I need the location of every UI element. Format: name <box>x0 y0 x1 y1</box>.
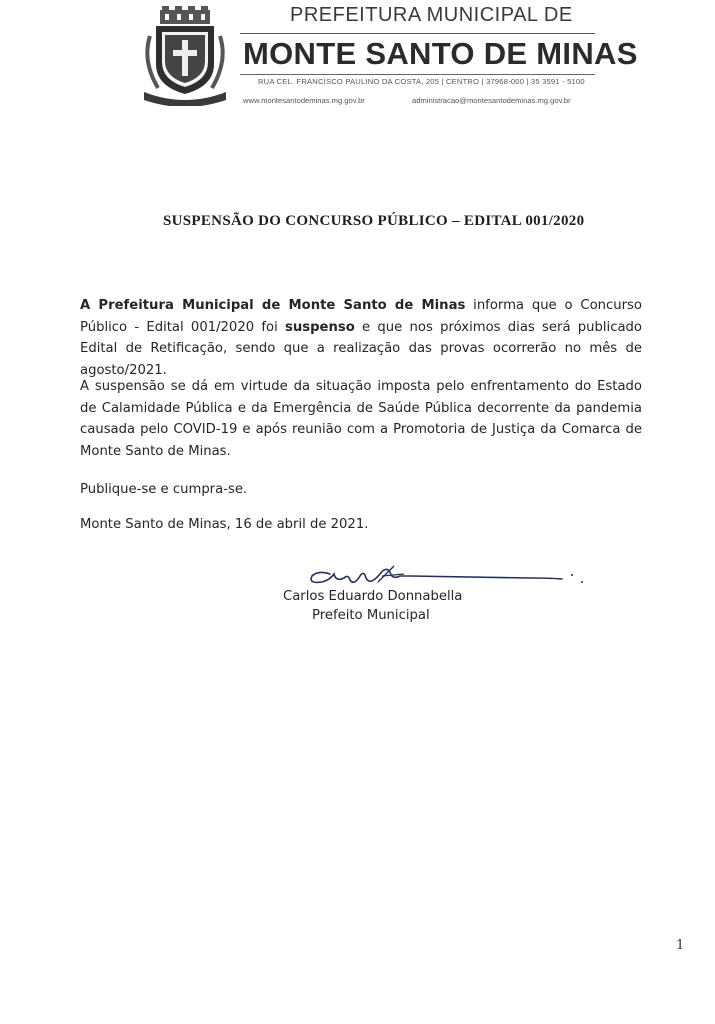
letterhead-website-link[interactable]: www.montesantodeminas.mg.gov.br <box>243 96 365 105</box>
coat-of-arms-icon <box>140 6 230 106</box>
signer-name: Carlos Eduardo Donnabella <box>283 589 463 604</box>
paragraph-text: e que nos próximos dias será publicado Edital de Retificação, sendo que a realização das provas ocorrerão no mês de agosto/2021. <box>80 319 642 378</box>
letterhead-divider <box>240 33 595 34</box>
date-line: Monte Santo de Minas, 16 de abril de 2021. <box>80 517 369 532</box>
letterhead-line2: MONTE SANTO DE MINAS <box>243 36 638 71</box>
paragraph-text: informa que o Concurso Público - Edital 001/2020 foi <box>80 298 642 335</box>
page-number: 1 <box>676 938 685 953</box>
letterhead-divider <box>240 74 595 75</box>
document-title: SUSPENSÃO DO CONCURSO PÚBLICO – EDITAL 001/2020 <box>163 213 585 229</box>
paragraph-announcement <box>80 295 642 381</box>
paragraph-justification: A suspensão se dá em virtude da situação imposta pelo enfrentamento do Estado de Calamidade Pública e da Emergência de Saúde Pública decorrente da pandemia causada pelo COVID-19 e após reunião com a Promotoria de Justiça da Comarca de Monte Santo de Minas. <box>80 379 642 459</box>
paragraph-bold-word: suspenso <box>285 319 355 335</box>
letterhead-email-link[interactable]: administracao@montesantodeminas.mg.gov.br <box>412 96 571 105</box>
signer-role: Prefeito Municipal <box>312 608 430 623</box>
paragraph-bold-lead: A Prefeitura Municipal de Monte Santo de Minas <box>80 298 466 313</box>
paragraph-publish: Publique-se e cumpra-se. <box>80 482 248 497</box>
letterhead-line1: PREFEITURA MUNICIPAL DE <box>290 4 573 26</box>
letterhead-address: RUA CEL. FRANCISCO PAULINO DA COSTA, 205 | CENTRO | 37968-000 | 35 3591 - 5100 <box>258 77 585 86</box>
